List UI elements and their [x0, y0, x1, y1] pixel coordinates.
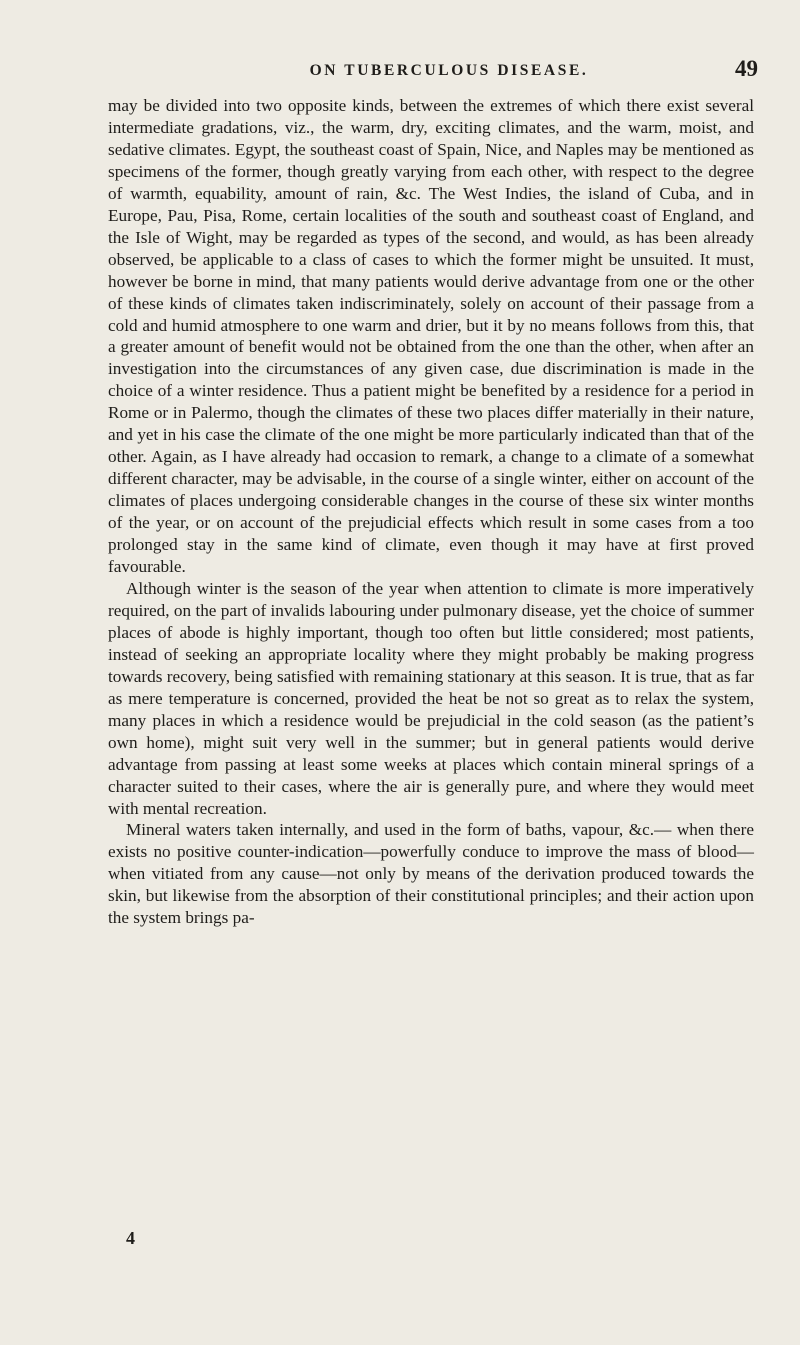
running-title: ON TUBERCULOUS DISEASE. — [309, 62, 589, 79]
paragraph-continuation: may be divided into two opposite kinds, between the extremes of which there exist several intermediate gradations, viz., the warm, dry, exciting climates, and the warm, moist, and sedative climates. Egypt, the southeast coast of Spain, Nice, and Naples may be mentioned as specimens of the former, though greatly varying from each other, with respect to the degree of warmth, equability, amount of rain, &c. The West Indies, the island of Cuba, and in Europe, Pau, Pisa, Rome, certain localities of the south and southeast coast of England, and the Isle of Wight, may be regarded as types of the second, and would, as has been already observed, be applicable to a class of cases to which the former might be unsuited. It must, however be borne in mind, that many patients would derive advantage from one or the other of these kinds of climates taken indiscriminately, solely on account of their passage from a cold and humid atmosphere to one warm and drier, but it by no means follows from this, that a greater amount of benefit would not be obtained from the one than the other, when after an investigation into the circumstances of any given case, due discrimination is made in the choice of a winter residence. Thus a patient might be benefited by a residence for a period in Rome or in Palermo, though the climates of these two places differ materially in their nature, and yet in his case the climate of the one might be more particularly indicated than that of the other. Again, as I have already had occasion to remark, a change to a climate of a somewhat different character, may be advisable, in the course of a single winter, either on account of the climates of places undergoing considerable changes in the course of these six winter months of the year, or on account of the prejudicial effects which result in some cases from a too prolonged stay in the same kind of climate, even though it may have at first proved favourable. — [108, 96, 754, 577]
page-number: 49 — [735, 56, 758, 81]
body-text — [108, 95, 754, 929]
signature-mark: 4 — [126, 1228, 135, 1248]
running-header — [110, 56, 758, 84]
paragraph-mineral-waters: Mineral waters taken internally, and used in the form of baths, vapour, &c.— when there exists no positive counter-indication—powerfully conduce to improve the mass of blood—when vitiated from any cause—not only by means of the derivation produced towards the skin, but likewise from the absorption of their constitutional principles; and their action upon the system brings pa- — [108, 820, 754, 928]
paragraph-summer-residence: Although winter is the season of the year when attention to climate is more imperatively required, on the part of invalids labouring under pulmonary disease, yet the choice of summer places of abode is highly important, though too often but little considered; most patients, instead of seeking an appropriate locality where they might probably be making progress towards recovery, being satisfied with remaining stationary at this season. It is true, that as far as mere temperature is concerned, provided the heat be not so great as to relax the system, many places in which a residence would be prejudicial in the cold season (as the patient’s own home), might suit very well in the summer; but in general patients would derive advantage from passing at least some weeks at places which contain mineral springs of a character suited to their cases, where the air is generally pure, and where they would meet with mental recreation. — [108, 578, 754, 818]
